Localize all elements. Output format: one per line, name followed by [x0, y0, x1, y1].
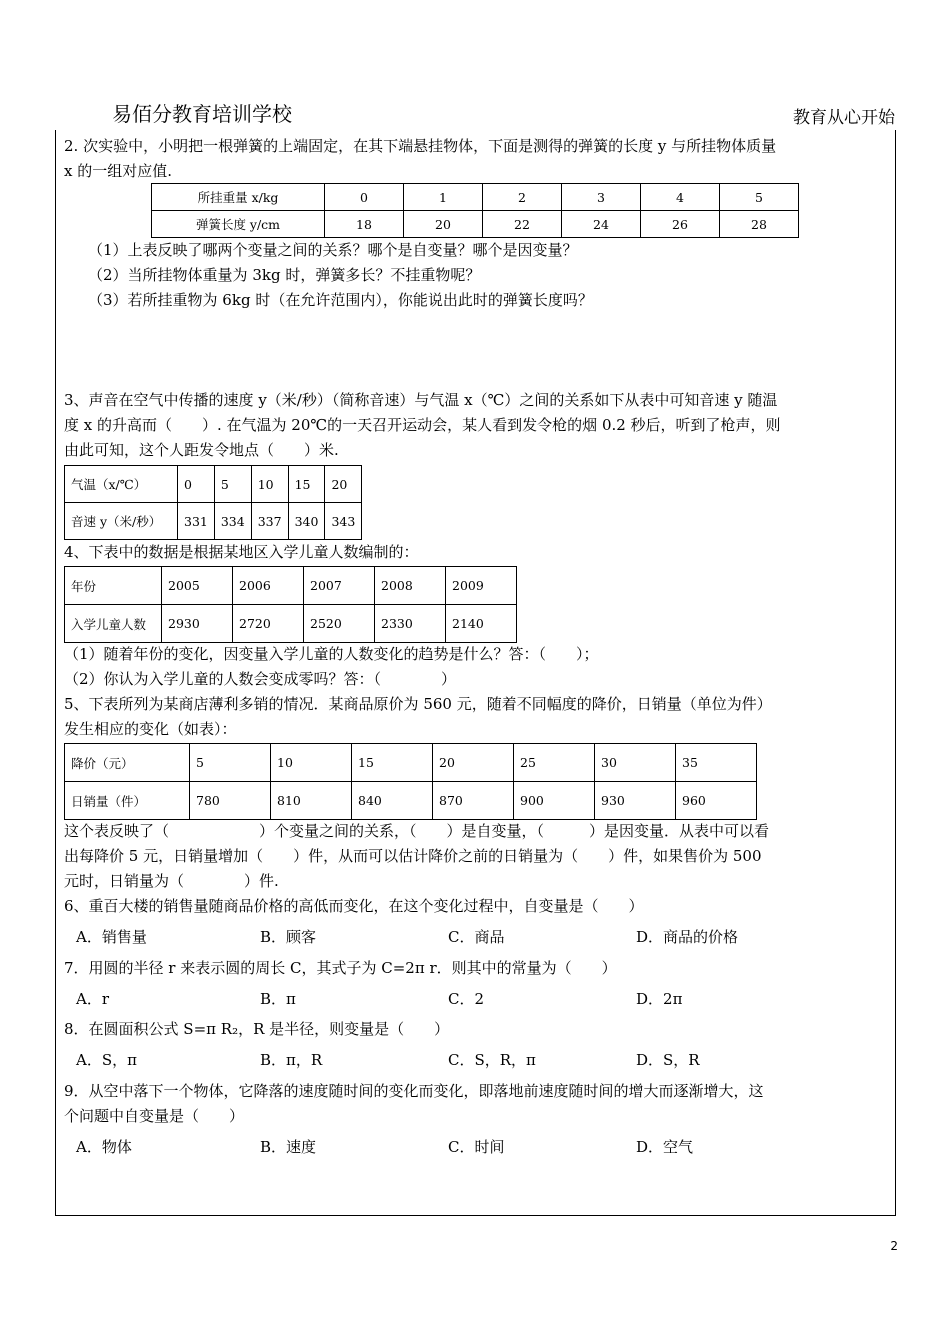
header-slogan: 教育从心开始 [793, 108, 895, 128]
table-cell: 3 [562, 184, 641, 211]
table-cell: 年份 [65, 567, 162, 605]
q4-line1: 4、下表中的数据是根据某地区入学儿童人数编制的： [64, 543, 419, 561]
table-cell: 870 [433, 782, 514, 820]
q3-table [64, 465, 362, 540]
q3-line1: 3、声音在空气中传播的速度 y（米/秒）（简称音速）与气温 x（℃）之间的关系如下从表中可知音速 y 随温 [64, 391, 778, 409]
table-cell: 35 [676, 744, 757, 782]
q5-line5: 元时，日销量为（ ）件. [64, 872, 279, 890]
table-cell: 960 [676, 782, 757, 820]
q2-table [151, 183, 799, 238]
q4-sub1: （1）随着年份的变化，因变量入学儿童的人数变化的趋势是什么？答：（ ）； [64, 645, 599, 663]
table-cell: 2006 [233, 567, 304, 605]
q6-option-a: A．销售量 [76, 928, 147, 946]
q2-sub2: （2）当所挂物体重量为 3kg 时，弹簧多长？不挂重物呢？ [88, 266, 481, 284]
table-cell: 2008 [375, 567, 446, 605]
table-cell: 28 [720, 211, 799, 238]
table-cell: 343 [325, 503, 362, 540]
q2-sub3: （3）若所挂重物为 6kg 时（在允许范围内），你能说出此时的弹簧长度吗？ [88, 291, 593, 309]
table-cell: 所挂重量 x/kg [152, 184, 325, 211]
table-cell: 30 [595, 744, 676, 782]
table-cell: 4 [641, 184, 720, 211]
q6-stem: 6、重百大楼的销售量随商品价格的高低而变化，在这个变化过程中，自变量是（ ） [64, 897, 644, 915]
table-cell: 2005 [162, 567, 233, 605]
table-cell: 18 [325, 211, 404, 238]
table-cell: 0 [178, 466, 215, 503]
table-cell: 2007 [304, 567, 375, 605]
table-cell: 2930 [162, 605, 233, 643]
q4-table [64, 566, 517, 643]
q5-line1: 5、下表所列为某商店薄利多销的情况．某商品原价为 560 元，随着不同幅度的降价，日销量（单位为件） [64, 695, 772, 713]
table-cell: 2330 [375, 605, 446, 643]
q7-option-a: A．r [76, 990, 110, 1008]
table-cell: 5 [190, 744, 271, 782]
q2-sub1: （1）上表反映了哪两个变量之间的关系？哪个是自变量？哪个是因变量？ [88, 241, 578, 259]
q9-option-a: A．物体 [76, 1138, 132, 1156]
q5-line2: 发生相应的变化（如表）： [64, 720, 237, 738]
table-cell: 840 [352, 782, 433, 820]
q3-line3: 由此可知，这个人距发令地点（ ）米. [64, 441, 339, 459]
table-cell: 26 [641, 211, 720, 238]
table-cell: 900 [514, 782, 595, 820]
table-cell: 20 [433, 744, 514, 782]
school-name: 易佰分教育培训学校 [112, 102, 292, 126]
q5-line4: 出每降价 5 元，日销量增加（ ）件，从而可以估计降价之前的日销量为（ ）件，如果售价为 500 [64, 847, 762, 865]
page-number: 2 [890, 1239, 898, 1253]
table-cell: 日销量（件） [65, 782, 190, 820]
table-cell: 音速 y（米/秒） [65, 503, 178, 540]
table-cell: 弹簧长度 y/cm [152, 211, 325, 238]
table-cell: 810 [271, 782, 352, 820]
table-cell: 20 [325, 466, 362, 503]
table-cell: 5 [720, 184, 799, 211]
table-cell: 24 [562, 211, 641, 238]
q5-line3: 这个表反映了（ ）个变量之间的关系，（ ）是自变量，（ ）是因变量．从表中可以看 [64, 822, 770, 840]
q8-option-b: B．π，R [260, 1051, 323, 1069]
table-cell: 气温（x/℃） [65, 466, 178, 503]
q8-stem: 8．在圆面积公式 S=π R₂，R 是半径，则变量是（ ） [64, 1020, 450, 1038]
table-cell: 2140 [446, 605, 517, 643]
q6-option-c: C．商品 [448, 928, 505, 946]
q9-option-b: B．速度 [260, 1138, 317, 1156]
q7-option-b: B．π [260, 990, 296, 1008]
q8-option-c: C．S，R，π [448, 1051, 536, 1069]
q2-line2: x 的一组对应值. [64, 162, 172, 180]
table-cell: 340 [288, 503, 325, 540]
q4-sub2: （2）你认为入学儿童的人数会变成零吗？答：（ ） [64, 670, 457, 688]
table-cell: 2520 [304, 605, 375, 643]
table-cell: 331 [178, 503, 215, 540]
table-cell: 2009 [446, 567, 517, 605]
q8-option-d: D．S，R [636, 1051, 700, 1069]
table-cell: 0 [325, 184, 404, 211]
table-cell: 2 [483, 184, 562, 211]
table-cell: 337 [251, 503, 288, 540]
q7-stem: 7．用圆的半径 r 来表示圆的周长 C，其式子为 C=2π r．则其中的常量为（ ） [64, 959, 617, 977]
table-cell: 降价（元） [65, 744, 190, 782]
table-cell: 5 [214, 466, 251, 503]
q9-option-d: D．空气 [636, 1138, 694, 1156]
table-cell: 1 [404, 184, 483, 211]
q7-option-d: D．2π [636, 990, 683, 1008]
q8-option-a: A．S，π [76, 1051, 137, 1069]
q6-option-b: B．顾客 [260, 928, 317, 946]
table-cell: 780 [190, 782, 271, 820]
q9-line2: 个问题中自变量是（ ） [64, 1107, 245, 1125]
table-cell: 15 [352, 744, 433, 782]
table-cell: 10 [251, 466, 288, 503]
table-cell: 2720 [233, 605, 304, 643]
table-cell: 入学儿童人数 [65, 605, 162, 643]
q7-option-c: C．2 [448, 990, 485, 1008]
table-cell: 334 [214, 503, 251, 540]
q3-line2: 度 x 的升高而（ ）. 在气温为 20℃的一天召开运动会，某人看到发令枪的烟 0.2 秒后，听到了枪声，则 [64, 416, 781, 434]
table-cell: 930 [595, 782, 676, 820]
q9-line1: 9．从空中落下一个物体，它降落的速度随时间的变化而变化，即落地前速度随时间的增大而逐渐增大，这 [64, 1082, 764, 1100]
table-cell: 15 [288, 466, 325, 503]
q6-option-d: D．商品的价格 [636, 928, 739, 946]
table-cell: 10 [271, 744, 352, 782]
q9-option-c: C．时间 [448, 1138, 505, 1156]
table-cell: 22 [483, 211, 562, 238]
table-cell: 25 [514, 744, 595, 782]
q2-line1: 2. 次实验中，小明把一根弹簧的上端固定，在其下端悬挂物体，下面是测得的弹簧的长度 y 与所挂物体质量 [64, 137, 777, 155]
q5-table [64, 743, 757, 820]
table-cell: 20 [404, 211, 483, 238]
